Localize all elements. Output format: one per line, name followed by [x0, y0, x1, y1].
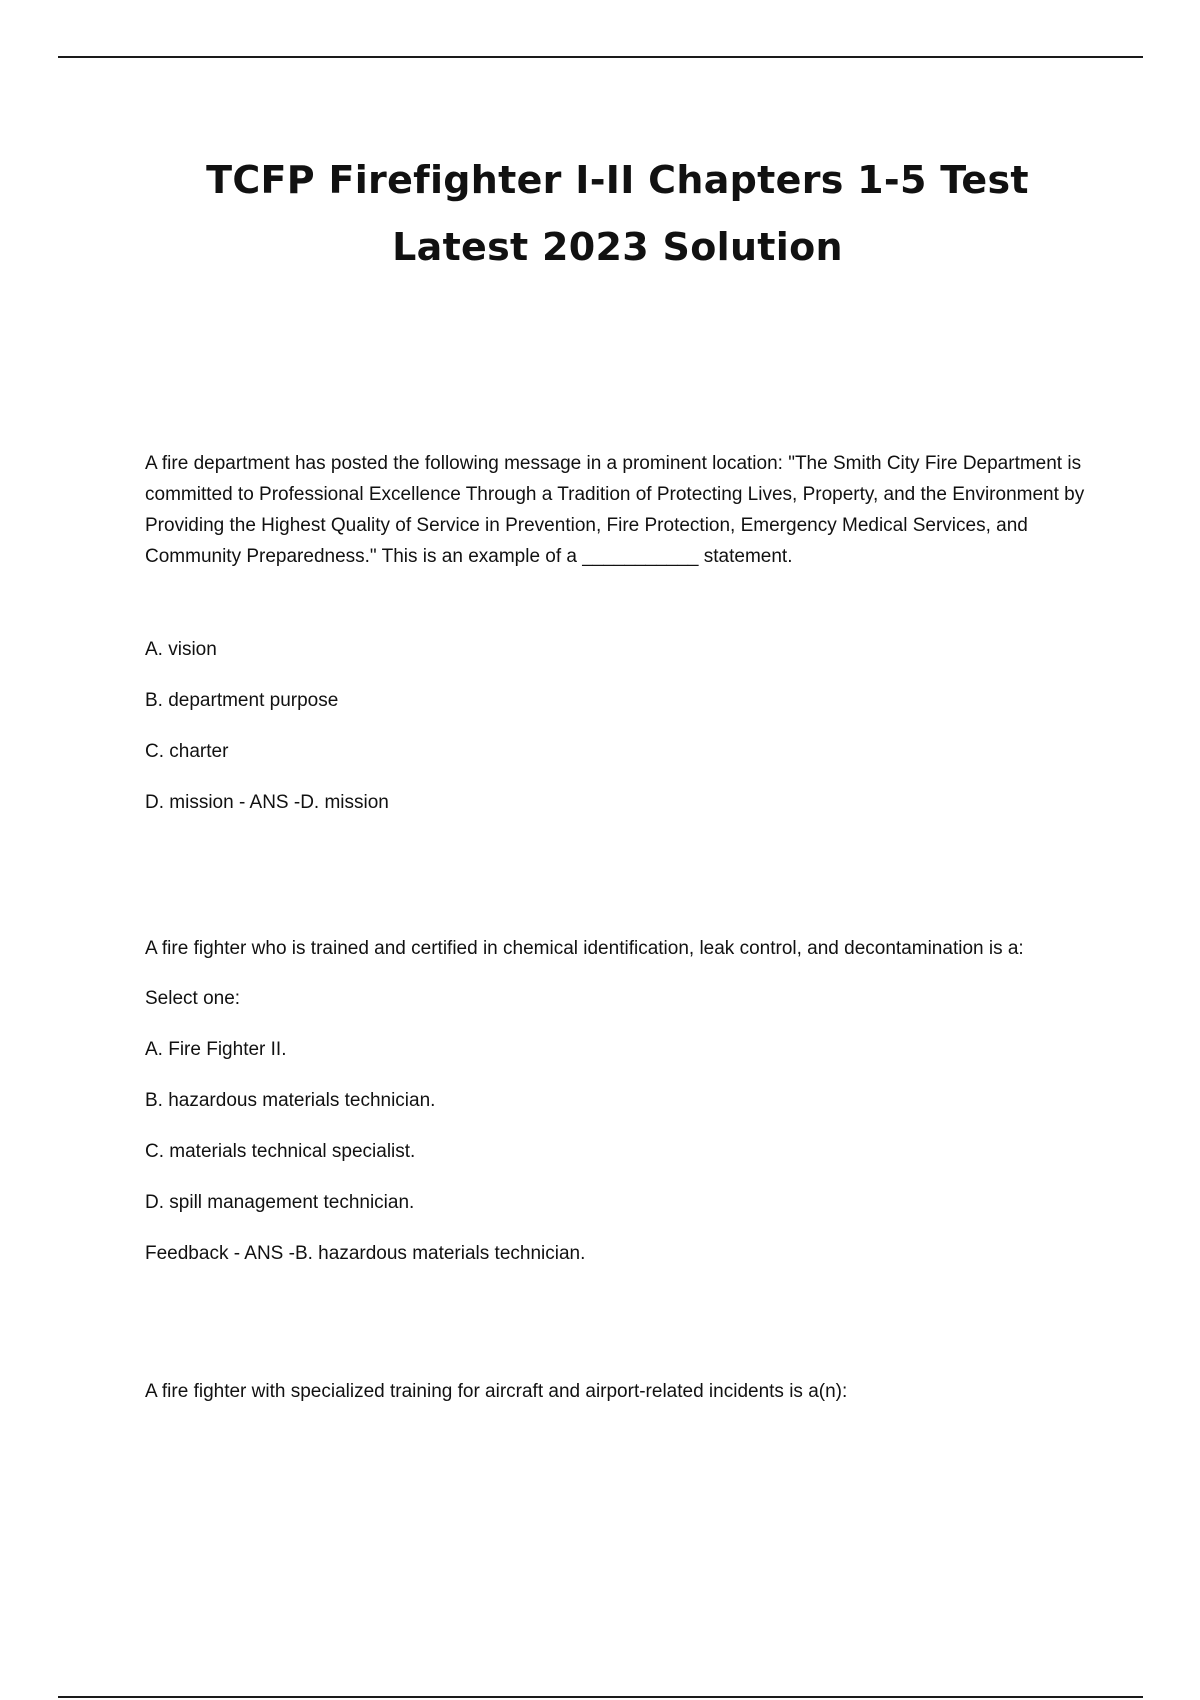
question-1 — [145, 448, 1090, 818]
question-stem: A fire department has posted the following message in a prominent location: "The Smith City Fire Department is committed to Professional Excellence Through a Tradition of Protecting Lives, Property, and the Environment by Providing the Highest Quality of Service in Prevention, Fire Protection, Emergency Medical Services, and Community Preparedness." This is an example of a ___________ statement. — [145, 453, 1085, 567]
document-title — [0, 147, 1200, 281]
question-stem: A fire fighter who is trained and certified in chemical identification, leak control, and decontamination is a: — [145, 938, 1024, 959]
question-3 — [145, 1376, 1090, 1407]
option-a: A. Fire Fighter II. — [145, 1039, 287, 1060]
top-rule — [58, 56, 1143, 58]
option-b: B. hazardous materials technician. — [145, 1090, 436, 1111]
option-b: B. department purpose — [145, 690, 339, 711]
option-a: A. vision — [145, 639, 217, 660]
answer-options — [145, 983, 1090, 1269]
option-c: C. charter — [145, 741, 229, 762]
question-2 — [145, 933, 1090, 1269]
title-line-2: Latest 2023 Solution — [392, 225, 843, 269]
option-d-answer: D. mission - ANS -D. mission — [145, 792, 389, 813]
title-line-1: TCFP Firefighter I-II Chapters 1-5 Test — [206, 158, 1029, 202]
feedback-answer: Feedback - ANS -B. hazardous materials technician. — [145, 1243, 586, 1264]
select-one-label: Select one: — [145, 988, 241, 1009]
option-c: C. materials technical specialist. — [145, 1141, 416, 1162]
question-stem: A fire fighter with specialized training for aircraft and airport-related incidents is a(n): — [145, 1381, 848, 1402]
bottom-rule — [58, 1696, 1143, 1698]
answer-options — [145, 634, 1090, 818]
option-d: D. spill management technician. — [145, 1192, 415, 1213]
